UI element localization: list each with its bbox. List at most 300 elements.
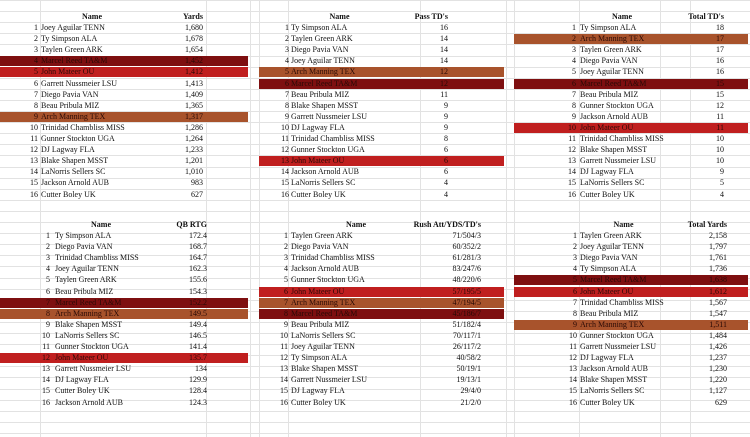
stat-value-cell: 1,736 bbox=[709, 264, 727, 274]
stat-value-cell: 10 bbox=[716, 134, 724, 143]
table-row bbox=[0, 342, 248, 352]
rank-cell: 6 bbox=[46, 286, 50, 296]
player-name-cell: Jackson Arnold AUB bbox=[291, 264, 359, 274]
table-row bbox=[259, 275, 504, 285]
stat-value-cell: 168.7 bbox=[189, 242, 207, 252]
rank-cell: 11 bbox=[30, 134, 38, 143]
table-header bbox=[514, 12, 750, 22]
player-name-cell: Garrett Nussmeier LSU bbox=[291, 375, 367, 385]
stat-value-cell: 128.4 bbox=[189, 386, 207, 396]
table-row bbox=[0, 178, 248, 188]
player-name-cell: DJ Lagway FLA bbox=[291, 386, 345, 396]
name-header: Name bbox=[613, 219, 634, 229]
table-row bbox=[0, 56, 248, 66]
stat-value-cell: 71/504/3 bbox=[452, 231, 481, 240]
player-name-cell: Beau Pribula MIZ bbox=[55, 286, 114, 296]
player-name-cell: Cutter Boley UK bbox=[55, 386, 110, 396]
stat-value-cell: 149.5 bbox=[189, 308, 207, 318]
player-name-cell: Garrett Nussmeier LSU bbox=[580, 342, 656, 351]
table-row bbox=[514, 386, 748, 396]
stat-value-cell: 983 bbox=[191, 178, 203, 188]
stat-value-cell: 10 bbox=[716, 156, 724, 166]
stat-value-cell: 146.5 bbox=[189, 330, 207, 340]
name-header: Name bbox=[91, 219, 111, 229]
player-name-cell: Cutter Boley UK bbox=[291, 189, 346, 199]
player-name-cell: Jackson Arnold AUB bbox=[580, 364, 648, 374]
table-row bbox=[259, 375, 504, 385]
player-name-cell: Arch Manning TEX bbox=[580, 34, 645, 44]
rank-cell: 5 bbox=[573, 275, 577, 285]
rank-cell: 16 bbox=[569, 397, 577, 407]
stat-value-cell: 1,365 bbox=[185, 100, 203, 110]
player-name-cell: Blake Shapen MSST bbox=[291, 100, 359, 110]
player-name-cell: DJ Lagway FLA bbox=[41, 145, 95, 155]
player-name-cell: Trinidad Chambliss MISS bbox=[41, 122, 125, 132]
player-name-cell: Arch Manning TEX bbox=[291, 297, 356, 307]
stat-value-cell: 47/194/5 bbox=[452, 297, 481, 307]
rank-cell: 9 bbox=[572, 111, 576, 121]
table-row bbox=[514, 253, 748, 263]
table-row bbox=[0, 112, 248, 122]
table-row bbox=[514, 331, 748, 341]
rank-cell: 7 bbox=[46, 297, 50, 307]
stat-value-cell: 6 bbox=[444, 145, 448, 155]
player-name-cell: Diego Pavia VAN bbox=[580, 56, 638, 66]
stat-value-cell: 6 bbox=[444, 167, 448, 177]
player-name-cell: Garrett Nussmeier LSU bbox=[55, 364, 131, 374]
stat-value-cell: 1,452 bbox=[185, 56, 203, 66]
gridline bbox=[0, 0, 750, 1]
table-row bbox=[259, 45, 504, 55]
player-name-cell: Marcel Reed TA&M bbox=[291, 78, 358, 88]
table-row bbox=[514, 375, 748, 385]
rank-cell: 5 bbox=[46, 275, 50, 285]
player-name-cell: Arch Manning TEX bbox=[291, 67, 356, 77]
player-name-cell: Jackson Arnold AUB bbox=[580, 111, 648, 121]
stat-value-cell: 70/117/1 bbox=[452, 330, 481, 340]
gridline bbox=[506, 0, 507, 437]
table-row bbox=[0, 264, 248, 274]
stat-value-cell: 627 bbox=[191, 189, 203, 199]
rank-cell: 10 bbox=[42, 330, 50, 340]
rank-cell: 3 bbox=[285, 45, 289, 55]
gridline bbox=[0, 422, 750, 423]
player-name-cell: Trinidad Chambliss MISS bbox=[291, 134, 375, 143]
player-name-cell: Joey Aguilar TENN bbox=[580, 242, 644, 252]
table-row bbox=[259, 79, 504, 89]
stat-value-cell: 1,201 bbox=[185, 156, 203, 166]
rank-cell: 7 bbox=[285, 89, 289, 99]
table-row bbox=[514, 264, 748, 274]
rank-cell: 10 bbox=[568, 122, 576, 132]
gridline bbox=[0, 433, 750, 434]
rank-cell: 8 bbox=[284, 308, 288, 318]
player-name-cell: Joey Aguilar TENN bbox=[291, 342, 355, 351]
name-header: Name bbox=[329, 11, 350, 21]
rank-cell: 4 bbox=[284, 264, 288, 274]
table-row bbox=[514, 298, 748, 308]
player-name-cell: DJ Lagway FLA bbox=[580, 353, 634, 363]
player-name-cell: LaNorris Sellers SC bbox=[291, 330, 356, 340]
player-name-cell: Cutter Boley UK bbox=[41, 189, 96, 199]
table-row bbox=[259, 34, 504, 44]
table-row bbox=[259, 287, 504, 297]
rank-cell: 1 bbox=[46, 231, 50, 240]
rank-cell: 6 bbox=[34, 78, 38, 88]
player-name-cell: Jackson Arnold AUB bbox=[41, 178, 109, 188]
player-name-cell: Marcel Reed TA&M bbox=[41, 56, 108, 66]
player-name-cell: Diego Pavia VAN bbox=[291, 242, 349, 252]
stat-value-cell: 1,409 bbox=[185, 89, 203, 99]
value-header: Rush Att/YDS/TD's bbox=[413, 219, 481, 229]
table-row bbox=[0, 123, 248, 133]
player-name-cell: Marcel Reed TA&M bbox=[580, 275, 647, 285]
stat-value-cell: 1,638 bbox=[709, 275, 727, 285]
stat-value-cell: 14 bbox=[440, 56, 448, 66]
table-row bbox=[0, 156, 248, 166]
table-row bbox=[259, 112, 504, 122]
table-row bbox=[514, 90, 748, 100]
stat-value-cell: 1,010 bbox=[185, 167, 203, 177]
stat-value-cell: 1,612 bbox=[709, 286, 727, 296]
rank-cell: 12 bbox=[280, 353, 288, 363]
table-row bbox=[259, 167, 504, 177]
rank-cell: 14 bbox=[568, 167, 576, 177]
player-name-cell: Garrett Nussmeier LSU bbox=[291, 111, 367, 121]
stat-value-cell: 14 bbox=[440, 45, 448, 55]
stat-value-cell: 172.4 bbox=[189, 231, 207, 240]
stat-value-cell: 5 bbox=[720, 178, 724, 188]
table-row bbox=[0, 101, 248, 111]
player-name-cell: Joey Aguilar TENN bbox=[41, 23, 105, 32]
table-row bbox=[514, 178, 748, 188]
rank-cell: 11 bbox=[568, 134, 576, 143]
name-header: Name bbox=[346, 219, 366, 229]
table-row bbox=[514, 342, 748, 352]
rank-cell: 4 bbox=[46, 264, 50, 274]
stat-value-cell: 155.6 bbox=[189, 275, 207, 285]
rank-cell: 6 bbox=[284, 286, 288, 296]
player-name-cell: Beau Pribula MIZ bbox=[580, 308, 639, 318]
table-row bbox=[259, 398, 504, 408]
rank-cell: 5 bbox=[285, 67, 289, 77]
player-name-cell: John Mateer OU bbox=[291, 156, 345, 166]
stat-value-cell: 134 bbox=[195, 364, 207, 374]
stat-value-cell: 60/352/2 bbox=[452, 242, 481, 252]
player-name-cell: Gunner Stockton UGA bbox=[580, 100, 654, 110]
rank-cell: 16 bbox=[42, 397, 50, 407]
rank-cell: 2 bbox=[285, 34, 289, 44]
table-row bbox=[0, 231, 248, 241]
value-header: QB RTG bbox=[176, 219, 207, 229]
stat-value-cell: 12 bbox=[716, 100, 724, 110]
table-row bbox=[0, 242, 248, 252]
table-row bbox=[259, 190, 504, 200]
player-name-cell: Gunner Stockton UGA bbox=[580, 330, 654, 340]
table-row bbox=[514, 67, 748, 77]
table-row bbox=[0, 253, 248, 263]
table-row bbox=[0, 331, 248, 341]
player-name-cell: John Mateer OU bbox=[580, 122, 634, 132]
table-header bbox=[0, 220, 250, 230]
table-row bbox=[514, 101, 748, 111]
stat-value-cell: 152.2 bbox=[189, 297, 207, 307]
rank-cell: 1 bbox=[284, 231, 288, 240]
table-row bbox=[259, 342, 504, 352]
stat-value-cell: 15 bbox=[716, 78, 724, 88]
rank-cell: 13 bbox=[568, 156, 576, 166]
table-row bbox=[514, 309, 748, 319]
table-row bbox=[259, 56, 504, 66]
player-name-cell: Trinidad Chambliss MISS bbox=[291, 253, 375, 263]
rank-cell: 13 bbox=[281, 156, 289, 166]
table-row bbox=[259, 231, 504, 241]
stat-value-cell: 61/281/3 bbox=[452, 253, 481, 263]
rank-cell: 3 bbox=[46, 253, 50, 263]
table-row bbox=[514, 123, 748, 133]
table-row bbox=[514, 134, 748, 144]
rank-cell: 7 bbox=[34, 89, 38, 99]
player-name-cell: Blake Shapen MSST bbox=[580, 145, 648, 155]
rank-cell: 15 bbox=[281, 178, 289, 188]
rank-cell: 8 bbox=[573, 308, 577, 318]
player-name-cell: Cutter Boley UK bbox=[580, 189, 635, 199]
table-row bbox=[259, 101, 504, 111]
table-row bbox=[514, 398, 748, 408]
stat-value-cell: 629 bbox=[715, 397, 727, 407]
rank-cell: 3 bbox=[284, 253, 288, 263]
stat-value-cell: 12 bbox=[440, 78, 448, 88]
stat-value-cell: 19/13/1 bbox=[456, 375, 481, 385]
rank-cell: 2 bbox=[572, 34, 576, 44]
player-name-cell: Blake Shapen MSST bbox=[41, 156, 109, 166]
stat-value-cell: 17 bbox=[716, 34, 724, 44]
stat-value-cell: 4 bbox=[444, 178, 448, 188]
player-name-cell: Arch Manning TEX bbox=[580, 319, 645, 329]
stat-value-cell: 11 bbox=[716, 122, 724, 132]
stat-value-cell: 2,158 bbox=[709, 231, 727, 240]
rank-cell: 14 bbox=[280, 375, 288, 385]
table-row bbox=[0, 386, 248, 396]
table-row bbox=[514, 320, 748, 330]
stat-value-cell: 4 bbox=[444, 189, 448, 199]
rank-cell: 8 bbox=[46, 308, 50, 318]
stat-value-cell: 1,567 bbox=[709, 297, 727, 307]
rank-cell: 10 bbox=[280, 330, 288, 340]
table-row bbox=[514, 287, 748, 297]
stat-value-cell: 1,233 bbox=[185, 145, 203, 155]
rank-cell: 3 bbox=[573, 253, 577, 263]
table-row bbox=[514, 56, 748, 66]
stat-value-cell: 1,230 bbox=[709, 364, 727, 374]
table-row bbox=[0, 23, 248, 33]
table-row bbox=[259, 309, 504, 319]
player-name-cell: John Mateer OU bbox=[291, 286, 345, 296]
stat-value-cell: 21/2/0 bbox=[460, 397, 481, 407]
table-row bbox=[259, 123, 504, 133]
table-row bbox=[0, 375, 248, 385]
stat-value-cell: 1,547 bbox=[709, 308, 727, 318]
table-row bbox=[259, 386, 504, 396]
stat-value-cell: 9 bbox=[444, 111, 448, 121]
rank-cell: 7 bbox=[572, 89, 576, 99]
player-name-cell: Blake Shapen MSST bbox=[291, 364, 359, 374]
player-name-cell: Beau Pribula MIZ bbox=[291, 89, 350, 99]
stat-value-cell: 4 bbox=[720, 189, 724, 199]
table-row bbox=[514, 23, 748, 33]
rank-cell: 9 bbox=[285, 111, 289, 121]
stat-value-cell: 26/117/2 bbox=[452, 342, 481, 351]
stat-value-cell: 1,127 bbox=[709, 386, 727, 396]
table-row bbox=[259, 134, 504, 144]
player-name-cell: Taylen Green ARK bbox=[291, 34, 353, 44]
player-name-cell: Diego Pavia VAN bbox=[41, 89, 99, 99]
player-name-cell: LaNorris Sellers SC bbox=[291, 178, 356, 188]
stat-value-cell: 9 bbox=[720, 167, 724, 177]
rank-cell: 1 bbox=[34, 23, 38, 32]
name-header: Name bbox=[612, 11, 632, 21]
rank-cell: 11 bbox=[281, 134, 289, 143]
stat-value-cell: 164.7 bbox=[189, 253, 207, 263]
player-name-cell: Ty Simpson ALA bbox=[291, 23, 348, 32]
rank-cell: 5 bbox=[284, 275, 288, 285]
stat-value-cell: 9 bbox=[444, 100, 448, 110]
stat-value-cell: 162.3 bbox=[189, 264, 207, 274]
rank-cell: 15 bbox=[280, 386, 288, 396]
table-row bbox=[0, 275, 248, 285]
table-row bbox=[259, 242, 504, 252]
player-name-cell: LaNorris Sellers SC bbox=[580, 178, 645, 188]
table-row bbox=[259, 156, 504, 166]
player-name-cell: LaNorris Sellers SC bbox=[580, 386, 645, 396]
player-name-cell: Gunner Stockton UGA bbox=[41, 134, 115, 143]
table-row bbox=[259, 90, 504, 100]
gridline bbox=[0, 200, 750, 201]
stat-value-cell: 16 bbox=[440, 23, 448, 32]
player-name-cell: Garrett Nussmeier LSU bbox=[580, 156, 656, 166]
player-name-cell: Cutter Boley UK bbox=[291, 397, 346, 407]
table-row bbox=[0, 90, 248, 100]
rank-cell: 11 bbox=[280, 342, 288, 351]
rank-cell: 12 bbox=[281, 145, 289, 155]
player-name-cell: Blake Shapen MSST bbox=[55, 319, 123, 329]
table-row bbox=[259, 145, 504, 155]
value-header: Yards bbox=[182, 11, 203, 21]
stat-value-cell: 129.9 bbox=[189, 375, 207, 385]
rank-cell: 9 bbox=[284, 319, 288, 329]
stat-value-cell: 124.3 bbox=[189, 397, 207, 407]
value-header: Pass TD's bbox=[414, 11, 448, 21]
table-row bbox=[0, 67, 248, 77]
player-name-cell: Beau Pribula MIZ bbox=[580, 89, 639, 99]
player-name-cell: Ty Simpson ALA bbox=[291, 353, 348, 363]
player-name-cell: LaNorris Sellers SC bbox=[55, 330, 120, 340]
player-name-cell: Marcel Reed TA&M bbox=[55, 297, 122, 307]
rank-cell: 14 bbox=[30, 167, 38, 177]
stat-value-cell: 1,412 bbox=[185, 67, 203, 77]
player-name-cell: Joey Aguilar TENN bbox=[55, 264, 119, 274]
stat-value-cell: 1,220 bbox=[709, 375, 727, 385]
stat-value-cell: 135.7 bbox=[189, 353, 207, 363]
player-name-cell: DJ Lagway FLA bbox=[291, 122, 345, 132]
stat-value-cell: 29/4/0 bbox=[460, 386, 481, 396]
rank-cell: 15 bbox=[569, 386, 577, 396]
stat-value-cell: 1,426 bbox=[709, 342, 727, 351]
player-name-cell: Gunner Stockton UGA bbox=[55, 342, 129, 351]
value-header: Total Yards bbox=[687, 219, 727, 229]
stat-value-cell: 149.4 bbox=[189, 319, 207, 329]
player-name-cell: Marcel Reed TA&M bbox=[291, 308, 358, 318]
stat-value-cell: 11 bbox=[716, 111, 724, 121]
player-name-cell: Jackson Arnold AUB bbox=[291, 167, 359, 177]
table-row bbox=[514, 364, 748, 374]
rank-cell: 13 bbox=[569, 364, 577, 374]
rank-cell: 1 bbox=[573, 231, 577, 240]
stat-value-cell: 1,654 bbox=[185, 45, 203, 55]
table-row bbox=[514, 231, 748, 241]
stat-value-cell: 1,286 bbox=[185, 122, 203, 132]
table-header bbox=[0, 12, 250, 22]
rank-cell: 11 bbox=[569, 342, 577, 351]
rank-cell: 6 bbox=[573, 286, 577, 296]
table-row bbox=[0, 298, 248, 308]
table-row bbox=[514, 45, 748, 55]
stat-value-cell: 17 bbox=[716, 45, 724, 55]
gridline bbox=[0, 411, 750, 412]
table-row bbox=[0, 353, 248, 363]
rank-cell: 3 bbox=[572, 45, 576, 55]
table-row bbox=[0, 287, 248, 297]
player-name-cell: Jackson Arnold AUB bbox=[55, 397, 123, 407]
rank-cell: 6 bbox=[285, 78, 289, 88]
rank-cell: 12 bbox=[569, 353, 577, 363]
table-row bbox=[259, 253, 504, 263]
player-name-cell: LaNorris Sellers SC bbox=[41, 167, 106, 177]
stat-value-cell: 154.3 bbox=[189, 286, 207, 296]
rank-cell: 10 bbox=[569, 330, 577, 340]
rank-cell: 3 bbox=[34, 45, 38, 55]
stat-value-cell: 1,317 bbox=[185, 111, 203, 121]
stat-value-cell: 50/19/1 bbox=[456, 364, 481, 374]
gridline bbox=[250, 0, 251, 437]
value-header: Total TD's bbox=[688, 11, 724, 21]
stat-value-cell: 1,264 bbox=[185, 134, 203, 143]
player-name-cell: DJ Lagway FLA bbox=[55, 375, 109, 385]
stat-value-cell: 48/220/6 bbox=[452, 275, 481, 285]
rank-cell: 5 bbox=[572, 67, 576, 77]
rank-cell: 15 bbox=[568, 178, 576, 188]
table-row bbox=[514, 242, 748, 252]
rank-cell: 12 bbox=[568, 145, 576, 155]
player-name-cell: Taylen Green ARK bbox=[55, 275, 117, 285]
player-name-cell: Marcel Reed TA&M bbox=[580, 78, 647, 88]
table-row bbox=[0, 45, 248, 55]
rank-cell: 2 bbox=[46, 242, 50, 252]
table-header bbox=[259, 12, 506, 22]
gridline bbox=[0, 211, 750, 212]
player-name-cell: Trinidad Chambliss MISS bbox=[580, 134, 664, 143]
table-row bbox=[514, 145, 748, 155]
stat-value-cell: 11 bbox=[440, 89, 448, 99]
rank-cell: 4 bbox=[34, 56, 38, 66]
table-row bbox=[514, 34, 748, 44]
rank-cell: 15 bbox=[42, 386, 50, 396]
rank-cell: 16 bbox=[30, 189, 38, 199]
player-name-cell: Beau Pribula MIZ bbox=[291, 319, 350, 329]
stat-value-cell: 1,797 bbox=[709, 242, 727, 252]
rank-cell: 15 bbox=[30, 178, 38, 188]
player-name-cell: Diego Pavia VAN bbox=[55, 242, 113, 252]
